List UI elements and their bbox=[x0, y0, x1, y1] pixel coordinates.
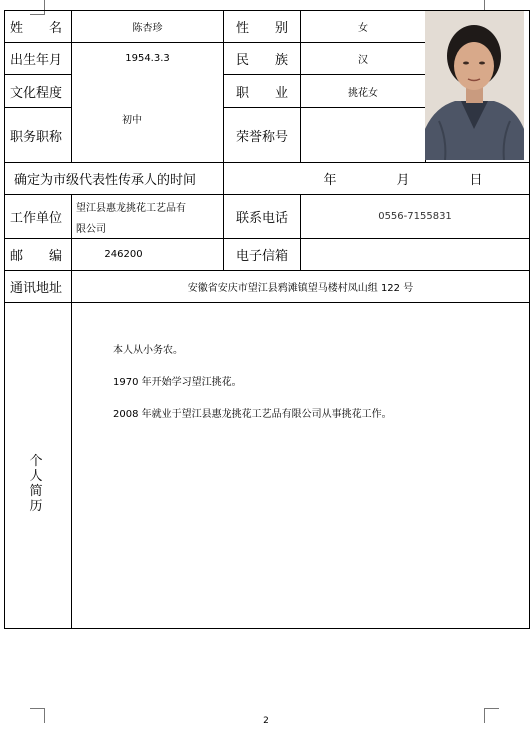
name-label: 姓 名 bbox=[10, 21, 63, 36]
rule bbox=[4, 302, 529, 303]
portrait-photo bbox=[425, 11, 524, 160]
resume-line: 本人从小务农。 bbox=[113, 345, 183, 356]
title-label: 职务职称 bbox=[10, 129, 63, 145]
ethnicity-value: 汉 bbox=[358, 55, 368, 66]
rule bbox=[4, 628, 529, 629]
inheritor-time-label: 确定为市级代表性传承人的时间 bbox=[14, 173, 197, 188]
resume-line: 2008 年就业于望江县惠龙挑花工艺品有限公司从事挑花工作。 bbox=[113, 409, 392, 420]
address-label: 通讯地址 bbox=[10, 281, 63, 296]
birth-value: 1954.3.3 bbox=[125, 53, 170, 64]
ethnicity-label: 民 族 bbox=[235, 53, 288, 68]
month-label: 月 bbox=[396, 173, 410, 188]
honor-label: 荣誉称号 bbox=[235, 129, 288, 145]
day-label: 日 bbox=[469, 173, 483, 188]
phone-label: 联系电话 bbox=[235, 211, 288, 226]
gender-value: 女 bbox=[358, 23, 368, 34]
rule bbox=[529, 10, 530, 629]
occupation-label: 职 业 bbox=[235, 85, 288, 101]
name-value: 陈杏珍 bbox=[132, 23, 163, 34]
education-value: 初中 bbox=[122, 115, 142, 126]
resume-line: 1970 年开始学习望江挑花。 bbox=[113, 377, 242, 388]
education-label: 文化程度 bbox=[10, 85, 63, 101]
workplace-line-2: 限公司 bbox=[76, 223, 106, 235]
gender-label: 性 别 bbox=[235, 21, 288, 36]
year-label: 年 bbox=[323, 173, 337, 188]
postcode-value: 246200 bbox=[104, 249, 143, 260]
occupation-value: 挑花女 bbox=[348, 87, 378, 99]
email-label: 电子信箱 bbox=[235, 249, 288, 264]
postcode-label: 邮 编 bbox=[10, 249, 63, 264]
birth-label: 出生年月 bbox=[10, 53, 63, 68]
address-value: 安徽省安庆市望江县鸦滩镇望马楼村凤山组 122 号 bbox=[187, 283, 414, 294]
workplace-label: 工作单位 bbox=[10, 211, 63, 226]
page-number: 2 bbox=[263, 716, 269, 726]
rule bbox=[4, 10, 5, 629]
resume-label: 个人简历 bbox=[29, 454, 43, 514]
workplace-line-1: 望江县惠龙挑花工艺品有 bbox=[76, 202, 186, 214]
phone-value: 0556-7155831 bbox=[378, 211, 452, 222]
